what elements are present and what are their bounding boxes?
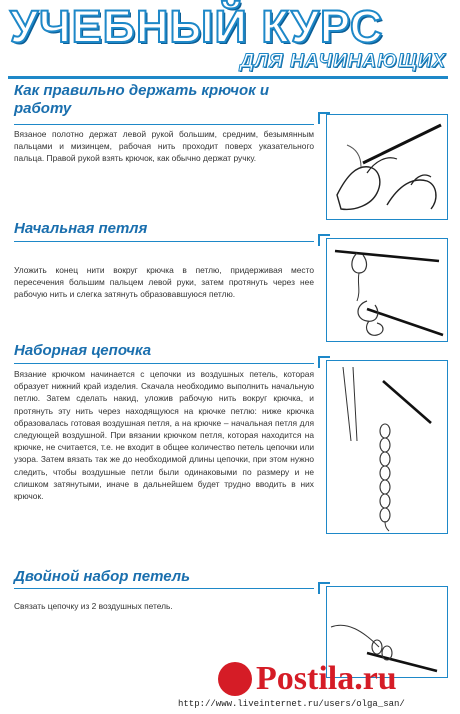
section-text: Связать цепочку из 2 воздушных петель. [14, 601, 173, 611]
section-double-cast [0, 568, 460, 668]
section-chain [0, 342, 460, 542]
section-divider [14, 241, 314, 242]
hands-hook-illustration [326, 114, 448, 220]
chain-illustration [326, 360, 448, 534]
section-hold-hook [0, 82, 460, 222]
section-title: Двойной набор петель [14, 568, 190, 585]
section-divider [14, 588, 314, 589]
section-divider [14, 124, 314, 125]
slip-knot-drawing [327, 239, 447, 341]
section-title: Наборная цепочка [14, 342, 152, 359]
hands-hook-drawing [327, 115, 447, 219]
header-divider [8, 76, 448, 79]
chain-drawing [327, 361, 447, 533]
section-title: Как правильно держать крючок и работу [14, 82, 270, 117]
page-subtitle: ДЛЯ НАЧИНАЮЩИХ [240, 51, 446, 72]
page-title: УЧЕБНЫЙ КУРС [10, 1, 384, 52]
section-title: Начальная петля [14, 220, 148, 237]
postila-p-icon [218, 662, 252, 696]
logo-text: Postila.ru [256, 660, 397, 697]
section-text: Вязание крючком начинается с цепочки из воздушных петель, которая образует нижний край изделия. Скачала необходимо выполнить начальную петлю. Затем сделать накид, уложив рабочую нить вокруг крючка, и протянуть эту нить через находящуюся на крючке петлю: ниже крючка образовалась готовая воздушная петля, а на крючке – начальная петля для следующей воздушной. При вязании крючком петля, которая находится на крючке, не считается, т.е. не входит в общее количество петель цепочки или узора. Затем вязать так же до необходимой длины цепочки, при этом нужно следить, чтобы воздушные петли были одинаковыми по размеру и не слишком затянутыми, иначе в дальнейшем будет трудно вводить в них крючок. [14, 369, 314, 502]
section-text: Уложить конец нити вокруг крючка в петлю, придерживая место пересечения большим пальцем левой руки, затем протянуть через нее рабочую нить и слегка затянуть образовавшуюся петлю. [14, 265, 314, 300]
section-slip-knot [0, 220, 460, 340]
postila-logo[interactable] [218, 660, 458, 700]
page-header [0, 0, 460, 74]
section-divider [14, 363, 314, 364]
slip-knot-illustration [326, 238, 448, 342]
section-text: Вязаное полотно держат левой рукой большим, средним, безымянным пальцами и мизинцем, рабочая нить проходит поверх указательного пальца. Правой рукой взять крючок, как обычно держат ручку. [14, 129, 314, 164]
source-url[interactable]: http://www.liveinternet.ru/users/olga_san/ [178, 699, 405, 709]
